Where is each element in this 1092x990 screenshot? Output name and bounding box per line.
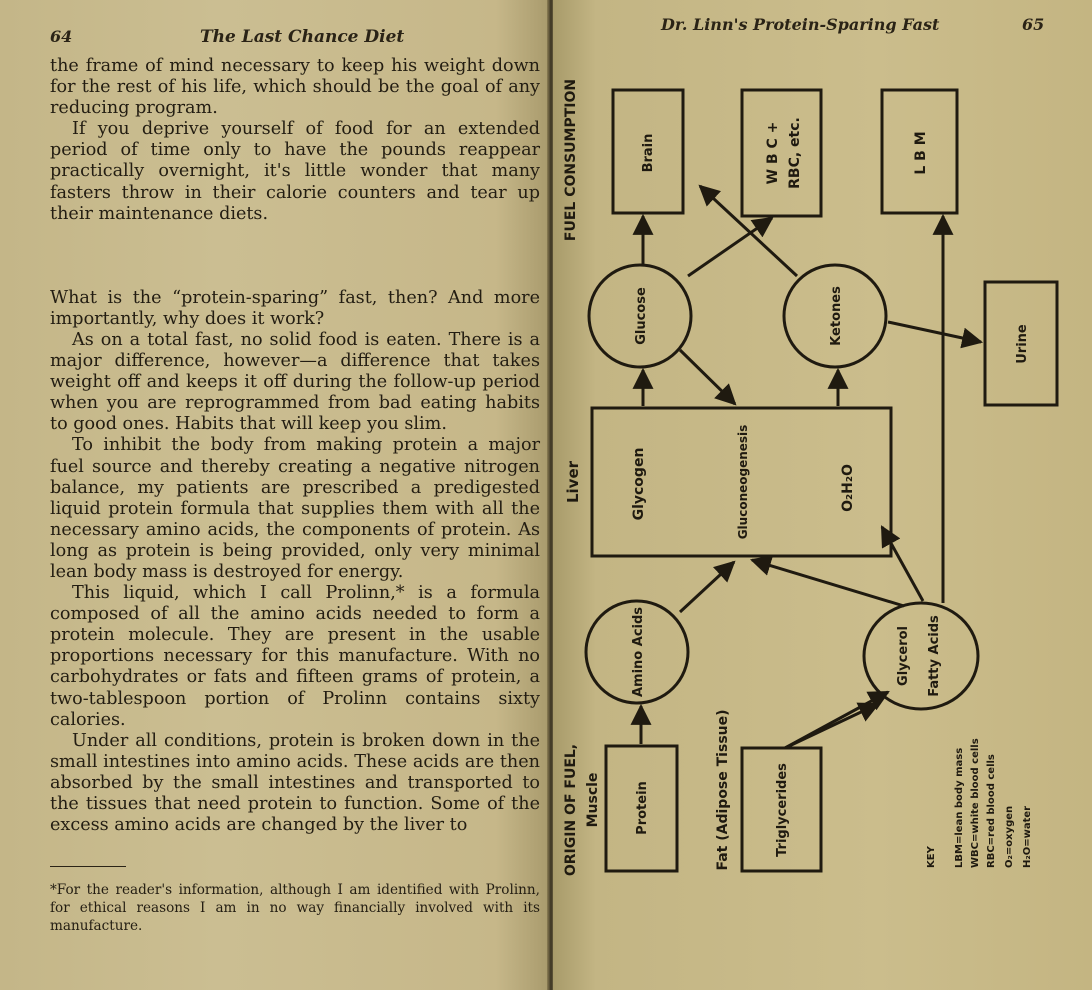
paragraph: What is the “protein-sparing” fast, then? And more importantly, why does it work? <box>50 287 540 329</box>
muscle-label: Muscle <box>585 772 601 828</box>
key-item: H₂O=water <box>1022 805 1033 868</box>
key-item: RBC=red blood cells <box>986 754 997 868</box>
paragraph: This liquid, which I call Prolinn,* is a formula composed of all the amino acids needed to form a protein molecule. They are present in the usable proportions necessary for this manufacture. With no carbohydrates or fats and fifteen grams of protein, a two-tablespoon portion of Prolinn contains sixty calories. <box>50 583 540 730</box>
glycogen-label: Glycogen <box>631 447 647 521</box>
right-page-number: 65 <box>1022 15 1045 34</box>
paragraph: As on a total fast, no solid food is eaten. There is a major difference, however—a difference that takes weight off and keeps it off during the follow-up period when you are reprogrammed from bad eating habits to good ones. Habits that will keep you slim. <box>50 329 540 435</box>
paragraph: If you deprive yourself of food for an extended period of time only to have the pounds reappear practically overnight, it's little wonder that many fasters throw in their calorie counters and tear up their maintenance diets. <box>50 119 540 224</box>
key-title: KEY <box>926 846 937 868</box>
paragraph: To inhibit the body from making protein a major fuel source and thereby creating a negative nitrogen balance, my patients are prescribed a predigested liquid protein formula that supplies them with all the necessary amino acids, the components of protein. As long as protein is being provided, only very minimal lean body mass is destroyed for energy. <box>50 435 540 582</box>
paragraph: the frame of mind necessary to keep his weight down for the rest of his life, which should be the goal of any reducing program. <box>50 56 540 119</box>
glucose-label: Glucose <box>634 287 649 345</box>
arrow <box>680 350 735 404</box>
key-item: LBM=lean body mass <box>954 747 965 868</box>
amino-acids-label: Amino Acids <box>631 606 646 698</box>
fatty-acids-label: Fatty Acids <box>927 615 942 697</box>
rbc-label: RBC, etc. <box>787 117 803 189</box>
origin-of-fuel-label: ORIGIN OF FUEL, <box>563 743 579 877</box>
arrow <box>785 704 878 748</box>
lbm-label: L B M <box>913 131 929 175</box>
fuel-consumption-label: FUEL CONSUMPTION <box>563 78 579 242</box>
left-page-number: 64 <box>50 27 73 46</box>
right-running-head: Dr. Linn's Protein-Sparing Fast <box>661 15 940 34</box>
glycerol-label: Glycerol <box>896 626 911 686</box>
left-running-head: The Last Chance Diet <box>200 27 405 47</box>
arrow <box>680 562 734 612</box>
arrow <box>700 186 797 276</box>
arrow <box>882 527 923 601</box>
arrow <box>688 218 772 276</box>
liver-label: Liver <box>564 460 582 504</box>
wbc-label: W B C + <box>765 121 781 185</box>
urine-label: Urine <box>1015 324 1030 364</box>
ketones-label: Ketones <box>829 286 844 346</box>
brain-label: Brain <box>641 133 656 173</box>
protein-label: Protein <box>635 781 650 835</box>
gluconeogenesis-label: Gluconeogenesis <box>736 424 750 540</box>
key-item: WBC=white blood cells <box>970 738 981 868</box>
footnote: *For the reader's information, although I am identified with Prolinn, for ethical reasons I am in no way financially involved with its manufacture. <box>50 882 540 934</box>
triglycerides-label: Triglycerides <box>775 763 790 857</box>
arrow <box>888 322 981 342</box>
wbc-rbc-box <box>742 90 821 216</box>
o2h2o-label: O₂H₂O <box>840 464 856 512</box>
fat-adipose-label: Fat (Adipose Tissue) <box>715 709 731 871</box>
glycerol-fatty-acids-circle <box>864 603 978 709</box>
key-item: O₂=oxygen <box>1004 805 1015 868</box>
paragraph: Under all conditions, protein is broken down in the small intestines into amino acids. These acids are then absorbed by the small intestines and transported to the tissues that need protein to function. Some of the excess amino acids are changed by the liver to <box>50 730 540 836</box>
arrow <box>752 560 904 606</box>
